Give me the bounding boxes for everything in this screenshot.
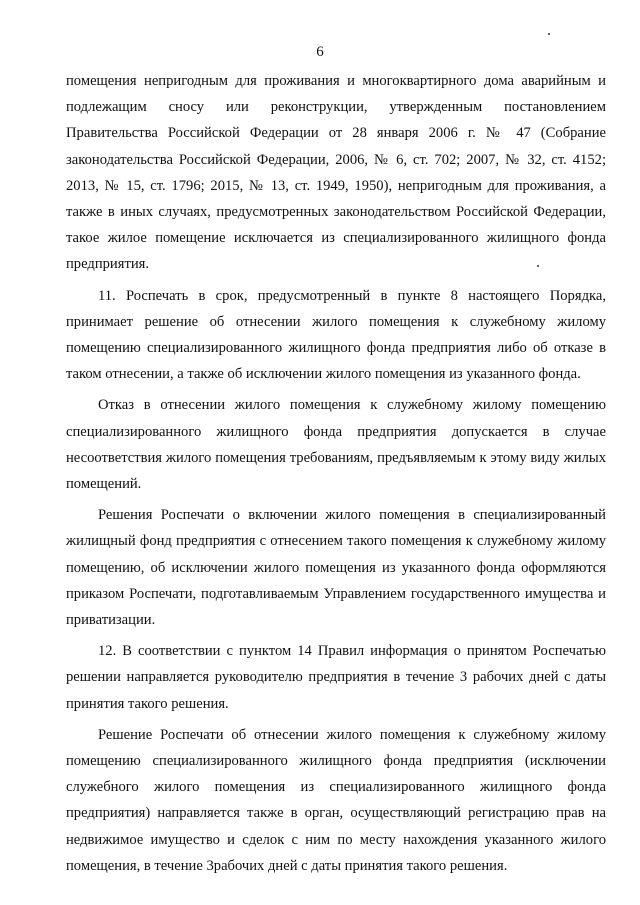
paragraph-decisions: Решения Роспечати о включении жилого помещения в специализированный жилищный фонд предприятия с отнесением такого помещения к служебному жилому помещению, об исключении жилого помещения из указанного фонда оформляются приказом Роспечати, подготавливаемым Управлением государственного имущества и приватизации. [66,507,606,629]
paragraph-registration: Решение Роспечати об отнесении жилого помещения к служебному жилому помещению специализированного жилищного фонда предприятия (исключении служебного жилого помещения из специализированного жилищного фонда предприятия) направляется также в орган, осуществляющий регистрацию прав на недвижимое имущество и сделок с ним по месту нахождения указанного жилого помещения, в течение 3рабочих дней с даты принятия такого решения. [66,726,606,874]
paragraph-item-11: 11. Роспечать в срок, предусмотренный в пункте 8 настоящего Порядка, принимает решение об отнесении жилого помещения к служебному жилому помещению специализированного жилищного фонда предприятия либо об отказе в таком отнесении, а также об исключении жилого помещения из указанного фонда. [66,287,606,383]
paragraph-refusal: Отказ в отнесении жилого помещения к служебному жилому помещению специализированного жилищного фонда предприятия допускается в случае несоответствия жилого помещения требованиям, предъявляемым к этому виду жилых помещений. [66,397,606,493]
scan-speck [537,265,539,267]
scan-speck [548,33,550,35]
document-body [66,68,606,879]
page-number: 6 [316,44,324,60]
paragraph-continuation: помещения непригодным для проживания и многоквартирного дома аварийным и подлежащим сносу или реконструкции, утвержденным постановлением Правительства Российской Федерации от 28 января 2006 г. № 47 (Собрание законодательства Российской Федерации, 2006, № 6, ст. 702; 2007, № 32, ст. 4152; 2013, № 15, ст. 1796; 2015, № 13, ст. 1949, 1950), непригодным для проживания, а также в иных случаях, предусмотренных законодательством Российской Федерации, такое жилое помещение исключается из специализированного жилищного фонда предприятия. [66,73,606,273]
paragraph-item-12: 12. В соответствии с пунктом 14 Правил информация о принятом Роспечатью решении направляется руководителю предприятия в течение 3 рабочих дней с даты принятия такого решения. [66,643,606,712]
